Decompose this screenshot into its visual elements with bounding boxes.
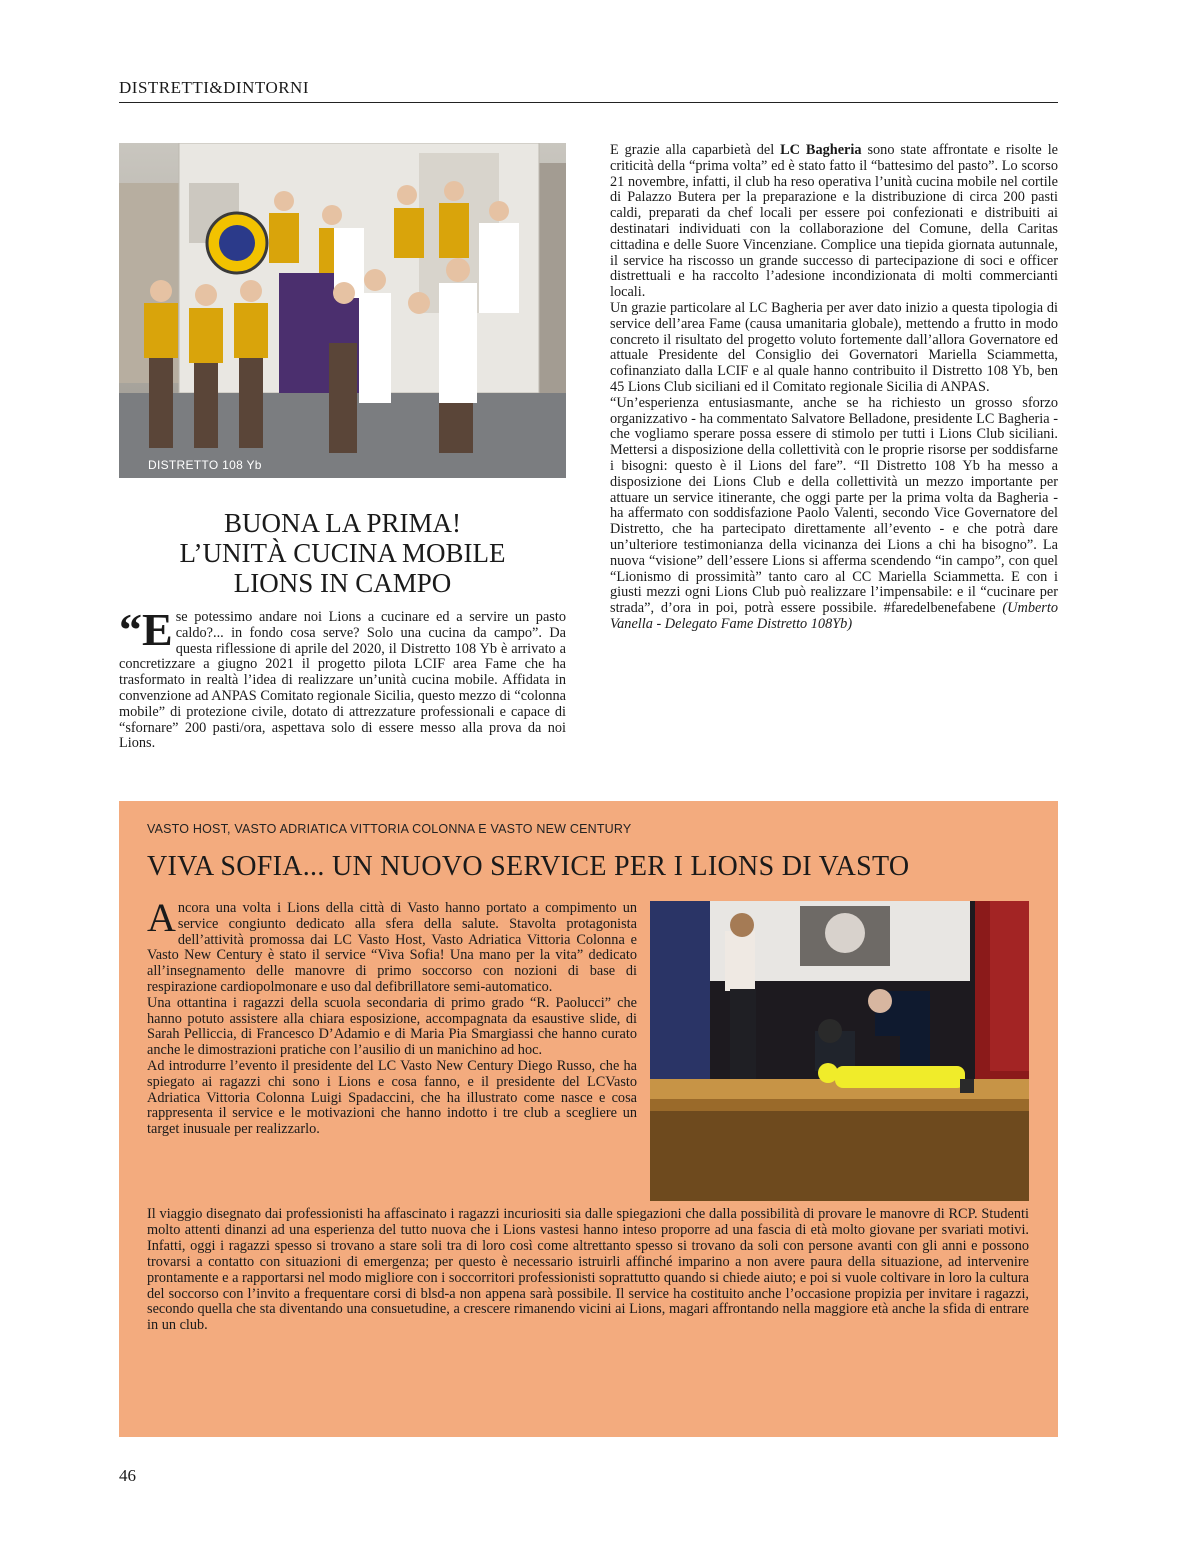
- article2-paragraph: Ancora una volta i Lions della città di Vasto hanno portato a compimento un service congiunto dedicato alla sfera della salute. Stavolta protagonista dell’attività promossa dai LC Vasto Host, Vasto Adriatica Vittoria Colonna e Vasto New Century è stato il service “Viva Sofia! Una mano per la vita” dedicato all’insegnamento delle manovre di primo soccorso con nozioni di base di respirazione cardiopolmonare e uso dal defibrillatore semi-automatico.: [147, 895, 637, 995]
- cpr-demo-photo: [650, 901, 1029, 1201]
- article2-paragraph: Ad introdurre l’evento il presidente del LC Vasto New Century Diego Russo, che ha spiegato ai ragazzi chi sono i Lions e cosa fanno, e il presidente del LCVasto Adriatica Vittoria Colonna Luigi Spadaccini, che ha illustrato come nasce e cosa rappresenta il service e le motivazioni che hanno indotto i tre club a scegliere un target inusuale per realizzarlo.: [147, 1057, 637, 1138]
- article1-lead-column: [119, 604, 566, 752]
- page-number: 46: [119, 1466, 136, 1485]
- section-title: DISTRETTI&DINTORNI: [119, 78, 309, 97]
- cpr-photo-illustration: [650, 901, 1029, 1201]
- dropcap: A: [147, 895, 176, 940]
- running-header: [119, 78, 1058, 103]
- title-line: LIONS IN CAMPO: [233, 568, 452, 598]
- article2-top-text: [147, 895, 637, 1138]
- article1-paragraph: “Un’esperienza entusiasmante, anche se ha richiesto un grosso sforzo organizzativo - ha commentato Salvatore Belladone, presidente LC Bagheria - che vogliamo sperare possa essere di stimolo per tutti i Lions Club siciliani. Mettersi a disposizione della collettività con le proprie risorse per soddisfarne i bisogni: questo è il Lions del fare”. “Il Distretto 108 Yb ha messo a disposizione dei Lions Club e della collettività un mezzo importante per attuare un service itinerante, che oggi parte per la prima volta da Bagheria - ha affermato con soddisfazione Paolo Valenti, secondo Vice Governatore del Distretto, che ha partecipato direttamente all’evento - e che potrà dare un’ulteriore testimonianza della vicinanza dei Lions a chi ha bisogno”. La nuova “visione” dell’essere Lions si afferma scendendo “in campo”, con quel “Lionismo di prossimità” tanto caro al CC Mariella Sciammetta. E con i giusti mezzi ogni Lions Club può realizzare l’impensabile: e il “cucinare per strada”, d’ora in poi, potrà essere possibile. #faredelbenefabene (Umberto Vanella - Delegato Fame Distretto 108Yb): [610, 394, 1058, 632]
- article2-paragraph: Il viaggio disegnato dai professionisti ha affascinato i ragazzi incuriositi sia dalle spiegazioni che dalla possibilità di provare le manovre di RCP. Studenti molto attenti dinanzi ad una esperienza del tutto nuova che i Lions vastesi hanno inteso proporre ad una fascia di età molto giovane per svariati motivi. Infatti, oggi i ragazzi spesso si trovano a stare soli tra di loro così come altrettanto spesso si trovano da soli con persone avanti con gli anni e possono trovarsi a contatto con situazioni di emergenza; per questo è necessario istruirli affinché imparino a non avere paura della situazione, ad intervenire prontamente e a rapportarsi nel modo migliore con i soccorritori professionisti soprattutto quando si chiede aiuto; e poi si vuole coltivare in loro la cultura del soccorso con l’invito a frequentare corsi di blsd-a non appena sarà possibile. Il service ha costituito anche l’occasione propizia per invitare i ragazzi, secondo quella che sta diventando una consuetudine, a crescere rimanendo vicini ai Lions, magari affrontando nella maggiore età anche la sfida di entrare in un club.: [147, 1206, 1029, 1334]
- opening-quote-dropcap: “E: [119, 604, 173, 655]
- author-signature: (Umberto Vanella - Delegato Fame Distretto 108Yb): [610, 600, 1058, 632]
- article1-body-column: [610, 143, 1058, 633]
- article2-title: VIVA SOFIA... UN NUOVO SERVICE PER I LIONS DI VASTO: [147, 851, 910, 882]
- title-line: L’UNITÀ CUCINA MOBILE: [179, 538, 506, 568]
- photo-caption: DISTRETTO 108 Yb: [148, 458, 262, 472]
- article1-paragraph: Un grazie particolare al LC Bagheria per aver dato inizio a questa tipologia di service dell’area Fame (causa umanitaria globale), mettendo a frutto in modo concreto il risultato del progetto voluto fortemente dall’allora Governatore ed attuale Presidente del Consiglio dei Governatori Mariella Sciammetta, cofinanziato dalla LCIF e al quale hanno contribuito il Distretto 108 Yb, ben 45 Lions Club siciliani ed il Comitato regionale Sicilia di ANPAS.: [610, 299, 1058, 395]
- club-name: LC Bagheria: [780, 142, 862, 158]
- group-photo-illustration: [119, 143, 566, 478]
- article2-paragraph: Una ottantina i ragazzi della scuola secondaria di primo grado “R. Paolucci” che hanno potuto assistere alla chiara esposizione, accompagnata da esaustive slide, di Sarah Pelliccia, di Francesco D’Adamio e di Maria Pia Smargiassi che hanno curato anche le dimostrazioni pratiche con l’ausilio di un manichino ad hoc.: [147, 994, 637, 1059]
- article1-paragraph: E grazie alla caparbietà del LC Bagheria sono state affrontate e risolte le criticità della “prima volta” ed è stato fatto il “battesimo del pasto”. Lo scorso 21 novembre, infatti, il club ha reso operativa l’unità cucina mobile nel cortile di Palazzo Butera per la preparazione e la distribuzione di circa 200 pasti caldi, preparati da chef locali per essere poi confezionati e distribuiti ai destinatari individuati con la collaborazione del Comune, della Caritas cittadina e delle Suore Vincenziane. Complice una tiepida giornata autunnale, il service ha riscosso un grande successo di partecipazione di soci e officer distrettuali e ha raccolto l’adesione incondizionata di molti commercianti locali.: [610, 142, 1059, 301]
- article1-title: [119, 508, 566, 598]
- article2-box: [119, 801, 1058, 1437]
- lions-group-photo: [119, 143, 566, 478]
- article1-lead-paragraph: “E se potessimo andare noi Lions a cucinare ed a servire un pasto caldo?... in fondo cosa serve? Solo una cucina da campo”. Da questa riflessione di aprile del 2020, il Distretto 108 Yb è arrivato a concretizzare a giugno 2021 il progetto pilota LCIF area Fame che ha trasformato in realtà l’idea di realizzare un’unità cucina mobile. Affidata in convenzione ad ANPAS Comitato regionale Sicilia, questo mezzo di “colonna mobile” di protezione civile, dotato di attrezzature professionali e capace di “sfornare” 200 pasti/ora, aspettava solo di essere messo alla prova da noi Lions.: [119, 604, 566, 752]
- article2-kicker: VASTO HOST, VASTO ADRIATICA VITTORIA COLONNA E VASTO NEW CENTURY: [147, 822, 632, 836]
- title-line: BUONA LA PRIMA!: [223, 508, 462, 538]
- article2-bottom-text: [147, 1207, 1029, 1334]
